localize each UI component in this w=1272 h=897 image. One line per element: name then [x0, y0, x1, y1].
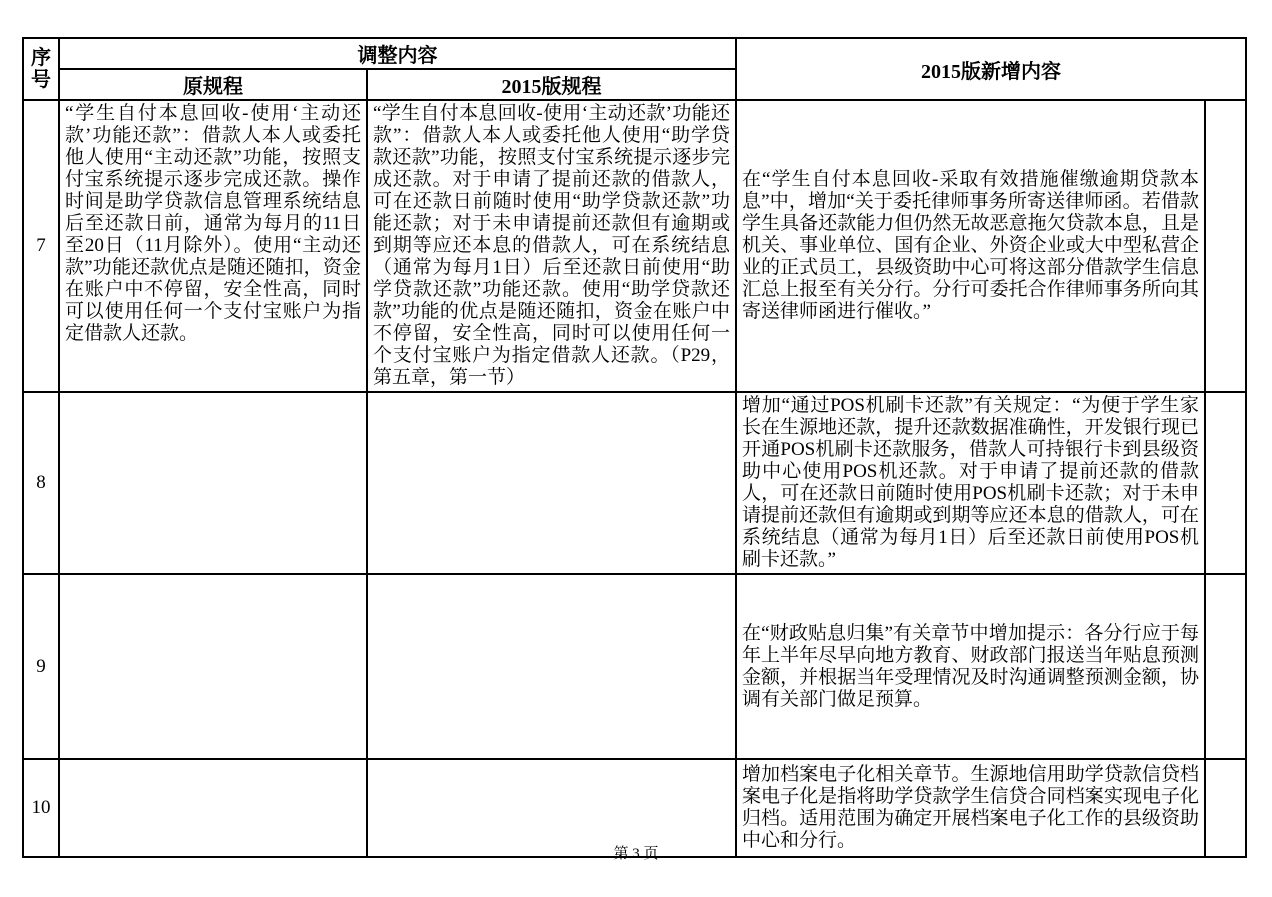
table-row	[23, 574, 1246, 759]
header-2015-procedure: 2015版规程	[367, 69, 736, 100]
cell-2015-new-content: 增加“通过POS机刷卡还款”有关规定：“为便于学生家长在生源地还款，提升还款数据准确性，开发银行现已开通POS机刷卡还款服务，借款人可持银行卡到县级资助中心使用POS机还款。对于申请了提前还款的借款人，可在还款日前随时使用POS机刷卡还款；对于未申请提前还款但有逾期或到期等应还本息的借款人，可在系统结息（通常为每月1日）后至还款日前使用POS机刷卡还款。”	[736, 392, 1205, 574]
cell-original-procedure	[59, 392, 367, 574]
header-2015-new-content: 2015版新增内容	[736, 38, 1246, 100]
cell-original-procedure	[59, 759, 367, 857]
cell-original-procedure	[59, 574, 367, 759]
row-number: 9	[23, 574, 59, 759]
row-number: 8	[23, 392, 59, 574]
cell-blank	[1205, 574, 1246, 759]
header-serial-number: 序号	[23, 38, 59, 100]
table-row	[23, 759, 1246, 857]
header-adjustment-content: 调整内容	[59, 38, 736, 69]
table-header-row-top	[23, 38, 1246, 69]
row-number: 10	[23, 759, 59, 857]
cell-blank	[1205, 759, 1246, 857]
cell-blank	[1205, 392, 1246, 574]
cell-original-procedure: “学生自付本息回收-使用‘主动还款’功能还款”：借款人本人或委托他人使用“主动还款”功能，按照支付宝系统提示逐步完成还款。操作时间是助学贷款信息管理系统结息后至还款日前，通常为每月的11日至20日（11月除外）。使用“主动还款”功能还款优点是随还随扣，资金在账户中不停留，安全性高，同时可以使用任何一个支付宝账户为指定借款人还款。	[59, 100, 367, 392]
page-number: 第 3 页	[613, 846, 659, 862]
cell-blank	[1205, 100, 1246, 392]
table-row	[23, 392, 1246, 574]
cell-2015-procedure: “学生自付本息回收-使用‘主动还款’功能还款”：借款人本人或委托他人使用“助学贷款还款”功能，按照支付宝系统提示逐步完成还款。对于申请了提前还款的借款人，可在还款日前随时使用“助学贷款还款”功能还款；对于未申请提前还款但有逾期或到期等应还本息的借款人，可在系统结息（通常为每月1日）后至还款日前使用“助学贷款还款”功能还款。使用“助学贷款还款”功能的优点是随还随扣，资金在账户中不停留，安全性高，同时可以使用任何一个支付宝账户为指定借款人还款。（P29，第五章，第一节）	[367, 100, 736, 392]
cell-2015-new-content: 增加档案电子化相关章节。生源地信用助学贷款信贷档案电子化是指将助学贷款学生信贷合同档案实现电子化归档。适用范围为确定开展档案电子化工作的县级资助中心和分行。	[736, 759, 1205, 857]
comparison-table	[22, 37, 1247, 858]
cell-2015-new-content: 在“学生自付本息回收-采取有效措施催缴逾期贷款本息”中，增加“关于委托律师事务所寄送律师函。若借款学生具备还款能力但仍然无故恶意拖欠贷款本息，且是机关、事业单位、国有企业、外资企业或大中型私营企业的正式员工，县级资助中心可将这部分借款学生信息汇总上报至有关分行。分行可委托合作律师事务所向其寄送律师函进行催收。”	[736, 100, 1205, 392]
cell-2015-procedure	[367, 392, 736, 574]
cell-2015-procedure	[367, 759, 736, 857]
header-original-procedure: 原规程	[59, 69, 367, 100]
cell-2015-procedure	[367, 574, 736, 759]
cell-2015-new-content: 在“财政贴息归集”有关章节中增加提示：各分行应于每年上半年尽早向地方教育、财政部门报送当年贴息预测金额，并根据当年受理情况及时沟通调整预测金额，协调有关部门做足预算。	[736, 574, 1205, 759]
table-row	[23, 100, 1246, 392]
row-number: 7	[23, 100, 59, 392]
